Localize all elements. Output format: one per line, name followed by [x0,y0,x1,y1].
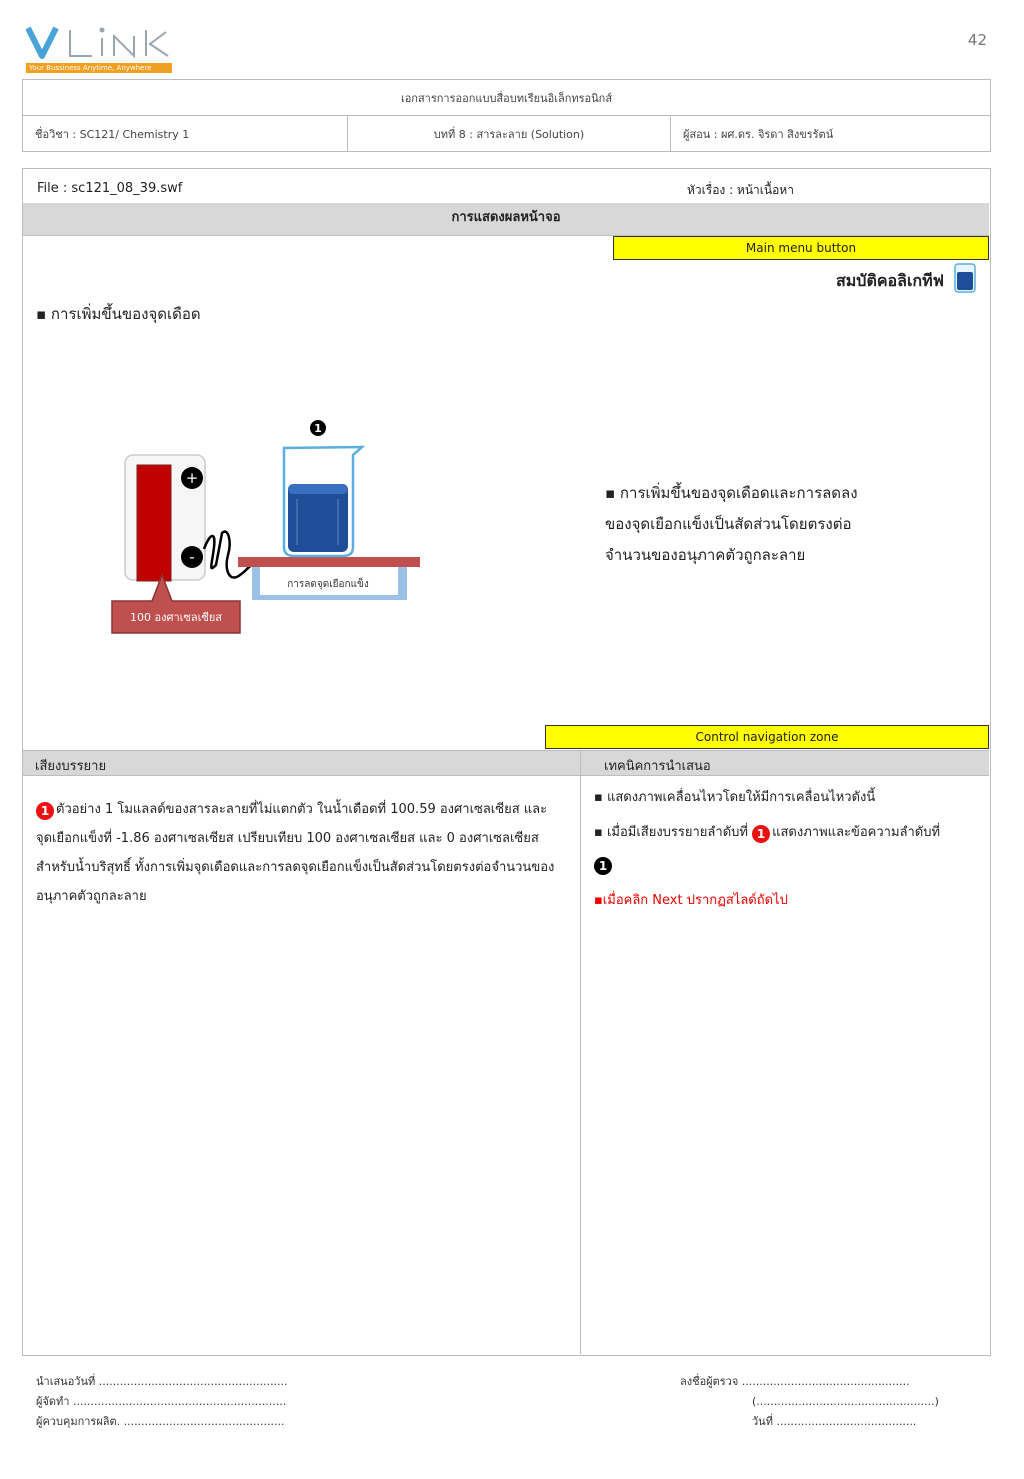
production-controller: ผู้ควบคุมการผลิต. .............................................. [36,1415,285,1428]
slide-title: สมบัติคอลิเกทีฟ [835,271,944,290]
technique-header: เทคนิคการนำเสนอ [604,759,711,774]
temp-callout [112,575,240,633]
file-row [23,169,989,204]
lower-section-header [23,750,989,776]
beaker-icon [952,260,978,294]
column-divider [580,750,581,1354]
freeze-label: การลดจุดเยือกแข็ง [287,579,369,590]
narration-header: เสียงบรรยาย [35,759,107,774]
instructor-cell: ผู้สอน : ผศ.ดร. จิรดา สิงขรรัตน์ [671,116,991,152]
minus-sign: - [189,548,195,566]
topic-label: หัวเรื่อง : หน้าเนื้อหา [687,183,794,197]
page-number: 42 [967,31,987,49]
boiling-point-bullet: ▪ การเพิ่มขึ้นของจุดเดือด [36,305,201,323]
next-instruction: ▪เมื่อคลิก Next ปรากฏสไลด์ถัดไป [594,893,788,908]
file-label: File : sc121_08_39.swf [37,181,183,196]
main-menu-button[interactable]: Main menu button [613,236,989,260]
header-table [22,79,991,152]
chapter-cell: บทที่ 8 : สารละลาย (Solution) [348,116,671,152]
technique-line-2-post: แสดงภาพและข้อความลำดับที่ [772,825,941,840]
explanation-text [605,478,935,571]
review-date: วันที่ ........................................ [752,1415,917,1428]
technique-line-2-pre: ▪ เมื่อมีเสียงบรรยายลำดับที่ [594,825,753,840]
narration-marker: 1 [36,802,54,820]
display-section-header: การแสดงผลหน้าจอ [23,203,989,236]
technique-line-1: ▪ แสดงภาพเคลื่อนไหวโดยให้มีการเคลื่อนไหวดังนี้ [594,790,876,805]
reviewer-name: (...................................................) [752,1395,939,1408]
producer: ผู้จัดทำ ............................................................. [36,1395,287,1408]
technique-text [594,786,984,924]
svg-text:1: 1 [314,422,322,435]
explanation-line-1: ▪ การเพิ่มขึ้นของจุดเดือดและการลดลง [605,484,858,502]
vlink-logo [26,22,176,62]
technique-marker-red: 1 [752,825,770,843]
plus-sign: + [185,469,199,487]
subject-cell: ชื่อวิชา : SC121/ Chemistry 1 [23,116,348,152]
control-navigation-zone[interactable]: Control navigation zone [545,725,989,749]
narration-body: ตัวอย่าง 1 โมแลลด์ของสารละลายที่ไม่แตกตัว ในน้ำเดือดที่ 100.59 องศาเซลเซียส และจุดเยือกแข็งที่ -1.86 องศาเซลเซียส เปรียบเทียบ 100 องศาเซลเซียส และ 0 องศาเซลเซียส สำหรับน้ำบริสุทธิ์ ทั้งการเพิ่มจุดเดือดและการลดจุดเยือกแข็งเป็นสัดส่วนโดยตรงต่อจำนวนของอนุภาคตัวถูกละลาย [36,802,555,904]
presented-date: นำเสนอวันที่ ...................................................... [36,1375,288,1388]
reviewer-signature: ลงชื่อผู้ตรวจ ................................................ [680,1375,910,1388]
narration-text [36,795,571,911]
explanation-line-2: ของจุดเยือกแข็งเป็นสัดส่วนโดยตรงต่อ [605,515,852,533]
footer-left [36,1372,288,1432]
temp-label: 100 องศาเซลเซียส [130,611,222,624]
logo-tagline: Your Bussiness Anytime, Anywhere [26,63,172,73]
technique-marker-black: 1 [594,857,612,875]
thermometer-bar [137,465,171,581]
technique-line-3 [594,857,984,875]
doc-title: เอกสารการออกแบบสื่อบทเรียนอิเล็กทรอนิกส์ [23,80,991,116]
explanation-line-3: จำนวนของอนุภาคตัวถูกละลาย [605,546,806,564]
hot-plate [238,557,420,567]
colligative-diagram [110,415,430,640]
footer-right [680,1372,939,1432]
technique-line-2 [594,821,984,843]
